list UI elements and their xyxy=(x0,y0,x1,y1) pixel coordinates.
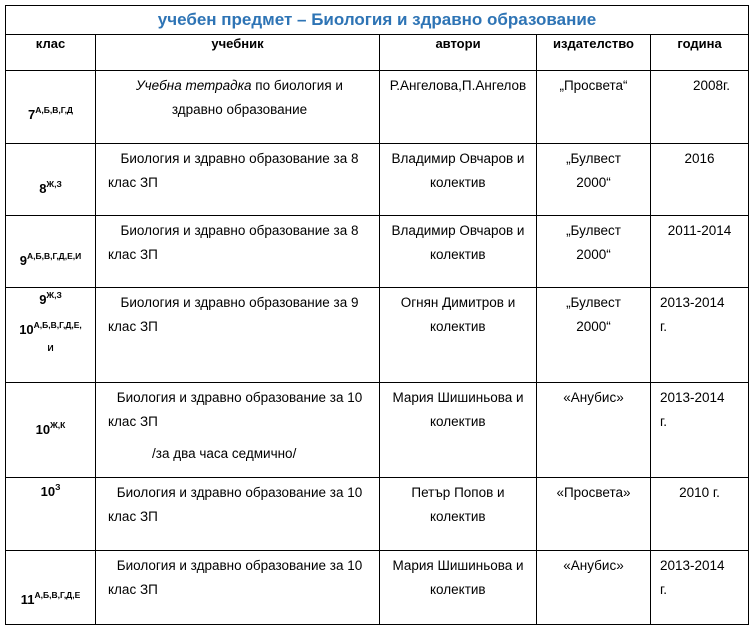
class-number-2: 10 xyxy=(19,322,34,337)
textbook-line2: клас ЗП xyxy=(108,509,158,524)
year-line2: г. xyxy=(660,582,668,597)
authors-line1: Владимир Овчаров и xyxy=(391,151,525,166)
class-cell xyxy=(6,478,96,551)
class-cell xyxy=(6,144,96,216)
publisher-line1: „Булвест xyxy=(566,151,621,166)
year-line1: 2008г. xyxy=(692,78,731,93)
publisher-line2: 2000“ xyxy=(576,175,611,190)
year-cell xyxy=(651,478,749,551)
authors-line2: колектив xyxy=(430,582,486,597)
textbook-line2: здравно образование xyxy=(171,102,308,117)
year-line1: 2013-2014 xyxy=(660,558,725,573)
textbook-line2: клас ЗП xyxy=(108,175,158,190)
year-line1: 2013-2014 xyxy=(660,295,725,310)
authors-line1: Владимир Овчаров и xyxy=(391,223,525,238)
publisher-cell xyxy=(537,551,651,625)
class-number: 9 xyxy=(19,253,27,268)
header-class: клас xyxy=(6,35,96,71)
class-number: 10 xyxy=(35,422,51,437)
textbook-line2: клас ЗП xyxy=(108,414,158,429)
authors-line2: колектив xyxy=(430,247,486,262)
class-letters: З xyxy=(55,482,61,492)
year-line1: 2011-2014 xyxy=(667,223,732,238)
authors-cell xyxy=(380,288,537,383)
class-letters: Ж,З xyxy=(46,179,62,189)
textbook-cell xyxy=(96,216,380,288)
year-cell xyxy=(651,383,749,478)
publisher-line2: 2000“ xyxy=(576,247,611,262)
publisher-cell xyxy=(537,144,651,216)
publisher-cell xyxy=(537,478,651,551)
table-row xyxy=(6,551,749,625)
publisher-cell xyxy=(537,71,651,144)
publisher-line2: 2000“ xyxy=(576,319,611,334)
table-row xyxy=(6,383,749,478)
textbook-cell xyxy=(96,288,380,383)
class-letters: Ж,К xyxy=(50,420,66,430)
textbook-table xyxy=(5,5,749,625)
header-authors: автори xyxy=(380,35,537,71)
publisher-cell xyxy=(537,216,651,288)
textbook-line1: Биология и здравно образование за 8 xyxy=(120,223,359,238)
header-textbook: учебник xyxy=(96,35,380,71)
textbook-line1: Биология и здравно образование за 8 xyxy=(120,151,359,166)
year-cell xyxy=(651,288,749,383)
authors-cell xyxy=(380,216,537,288)
year-line1: 2016 xyxy=(684,151,715,166)
publisher-line1: „Булвест xyxy=(566,295,621,310)
authors-line2: колектив xyxy=(430,509,486,524)
class-cell xyxy=(6,383,96,478)
publisher-line1: «Анубис» xyxy=(563,390,624,405)
authors-line2: колектив xyxy=(430,175,486,190)
textbook-cell xyxy=(96,71,380,144)
table-title: учебен предмет – Биология и здравно образование xyxy=(6,6,749,35)
table-row xyxy=(6,71,749,144)
authors-line2: колектив xyxy=(430,319,486,334)
class-number: 7 xyxy=(28,107,36,122)
publisher-cell xyxy=(537,288,651,383)
textbook-line2: клас ЗП xyxy=(108,319,158,334)
textbook-cell xyxy=(96,383,380,478)
year-cell xyxy=(651,71,749,144)
class-number: 11 xyxy=(20,592,35,607)
authors-line2: колектив xyxy=(430,414,486,429)
authors-line1: Мария Шишиньова и xyxy=(392,558,524,573)
authors-cell xyxy=(380,383,537,478)
textbook-cell xyxy=(96,144,380,216)
table-row xyxy=(6,216,749,288)
year-cell xyxy=(651,144,749,216)
header-publisher: издателство xyxy=(537,35,651,71)
header-row xyxy=(6,35,749,71)
table-row xyxy=(6,144,749,216)
class-cell xyxy=(6,71,96,144)
textbook-italic: Учебна тетрадка xyxy=(136,78,252,93)
textbook-line1: Биология и здравно образование за 10 xyxy=(116,485,363,500)
table-row xyxy=(6,288,749,383)
textbook-line3: /за два часа седмично/ xyxy=(152,446,297,461)
textbook-line2: клас ЗП xyxy=(108,582,158,597)
authors-line1: Р.Ангелова,П.Ангелов xyxy=(389,78,527,93)
class-letters: Ж,З xyxy=(46,290,62,300)
publisher-line1: „Просвета“ xyxy=(559,78,628,93)
textbook-line1: Биология и здравно образование за 9 xyxy=(120,295,359,310)
class-letters: А,Б,В,Г,Д,Е xyxy=(34,590,81,600)
textbook-line1: Биология и здравно образование за 10 xyxy=(116,558,363,573)
authors-cell xyxy=(380,144,537,216)
class-letters: А,Б,В,Г,Д,Е,И xyxy=(26,251,82,261)
authors-cell xyxy=(380,71,537,144)
authors-line1: Петър Попов и xyxy=(411,485,505,500)
textbook-cell xyxy=(96,478,380,551)
authors-line1: Мария Шишиньова и xyxy=(392,390,524,405)
class-letters-3: И xyxy=(47,343,54,353)
publisher-line1: «Просвета» xyxy=(556,485,631,500)
class-number: 8 xyxy=(39,181,47,196)
table-row xyxy=(6,478,749,551)
header-year: година xyxy=(651,35,749,71)
authors-cell xyxy=(380,551,537,625)
class-cell xyxy=(6,216,96,288)
year-line2: г. xyxy=(660,414,668,429)
year-line1: 2010 г. xyxy=(679,485,720,500)
class-number: 10 xyxy=(40,484,56,499)
class-letters-2: А,Б,В,Г,Д,Е, xyxy=(33,320,82,330)
authors-line1: Огнян Димитров и xyxy=(400,295,516,310)
authors-cell xyxy=(380,478,537,551)
textbook-text: по биология и xyxy=(251,78,343,93)
publisher-cell xyxy=(537,383,651,478)
year-cell xyxy=(651,551,749,625)
year-cell xyxy=(651,216,749,288)
class-cell xyxy=(6,288,96,383)
class-cell xyxy=(6,551,96,625)
publisher-line1: «Анубис» xyxy=(563,558,624,573)
year-line1: 2013-2014 xyxy=(660,390,725,405)
textbook-line2: клас ЗП xyxy=(108,247,158,262)
year-line2: г. xyxy=(660,319,668,334)
textbook-line1: Биология и здравно образование за 10 xyxy=(116,390,363,405)
publisher-line1: „Булвест xyxy=(566,223,621,238)
class-letters: А,Б,В,Г,Д xyxy=(35,105,73,115)
class-number: 9 xyxy=(39,292,47,307)
textbook-cell xyxy=(96,551,380,625)
